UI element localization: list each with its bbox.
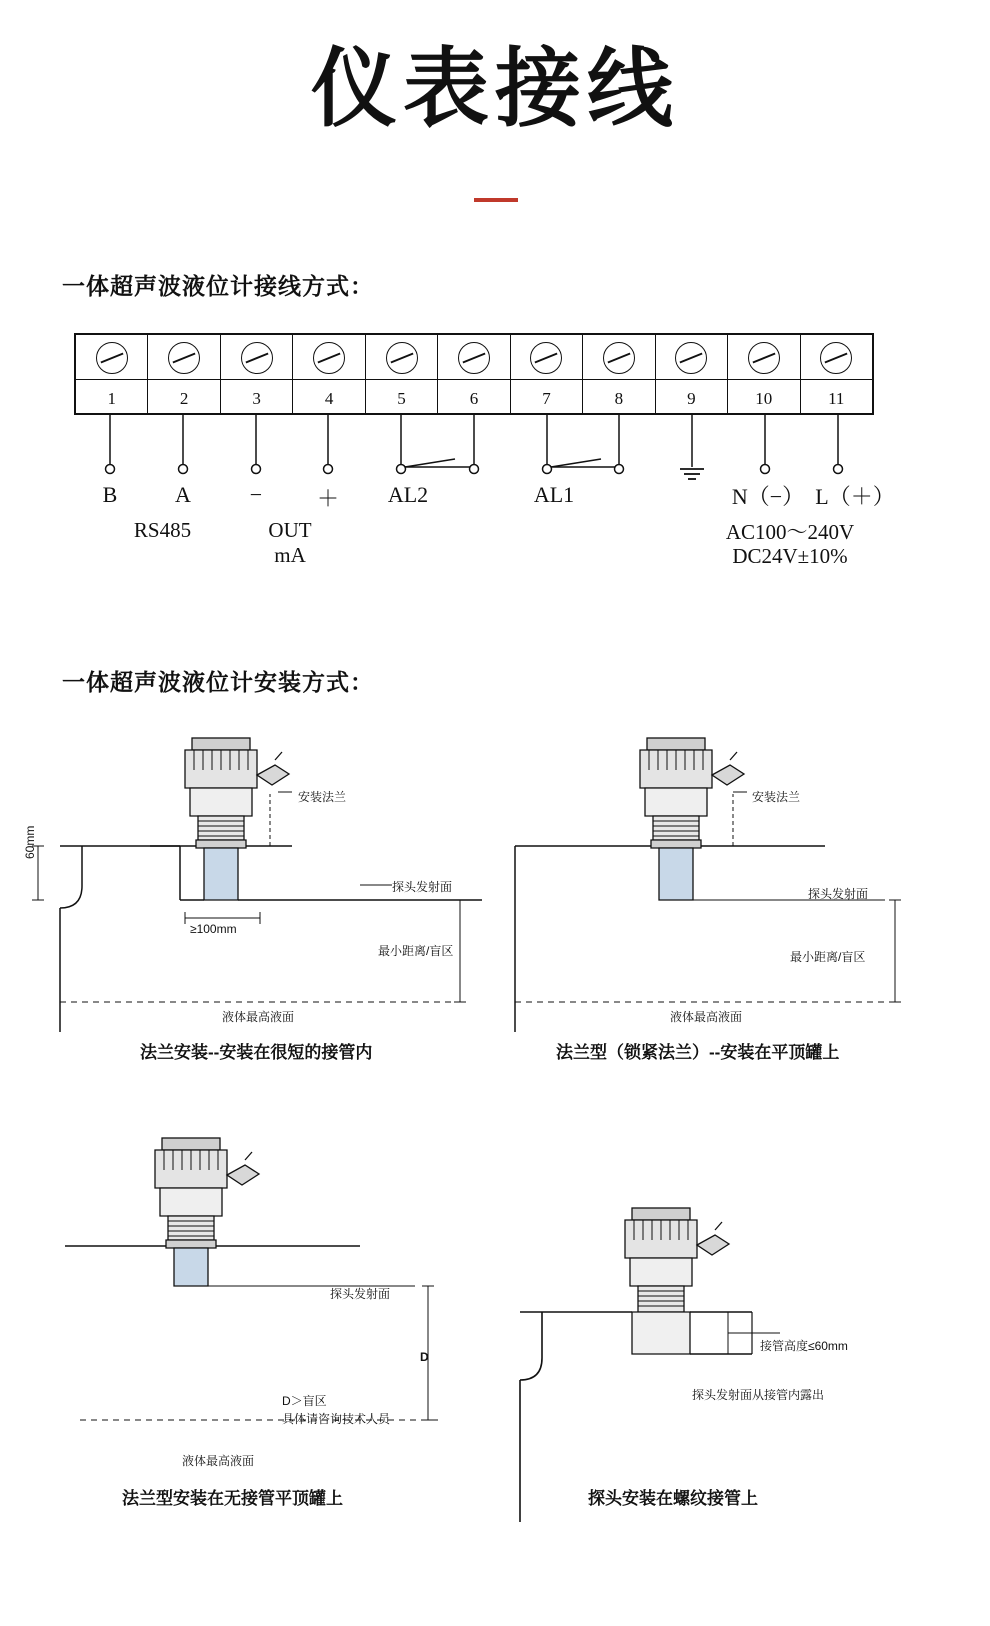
screw-icon <box>96 342 128 374</box>
fig1-probe-face-label: 探头发射面 <box>392 880 453 894</box>
title-underline-rule <box>474 198 518 202</box>
terminal-label-neutral: N（−） <box>731 484 805 509</box>
terminal-number: 7 <box>542 389 551 408</box>
sub-label-ma: mA <box>274 543 306 567</box>
screw-icon <box>603 342 635 374</box>
terminal-label-b: B <box>102 482 118 507</box>
fig3-probe-face-label: 探头发射面 <box>330 1287 391 1301</box>
divider <box>148 379 219 380</box>
figure-3-caption: 法兰型安装在无接管平顶罐上 <box>122 1489 343 1508</box>
fig2-probe-face-label: 探头发射面 <box>808 887 869 901</box>
figure-2-caption: 法兰型（锁紧法兰）--安装在平顶罐上 <box>556 1043 840 1062</box>
terminal-number: 10 <box>755 389 773 408</box>
fig1-height-dimension: 60mm <box>23 825 37 859</box>
figure-1-caption: 法兰安装--安装在很短的接管内 <box>140 1043 373 1062</box>
divider <box>511 379 582 380</box>
divider <box>293 379 364 380</box>
wiring-section-heading: 一体超声波液位计接线方式： <box>62 273 374 299</box>
screw-icon <box>458 342 490 374</box>
terminal-number: 3 <box>252 389 261 408</box>
fig2-flange-label: 安装法兰 <box>752 790 801 804</box>
terminal-number: 4 <box>324 389 334 408</box>
figure-4-threaded-nozzle <box>480 1190 950 1530</box>
terminal-number: 8 <box>614 389 624 408</box>
terminal-label-minus: − <box>249 482 263 507</box>
fig3-liquid-level-label: 液体最高液面 <box>182 1454 255 1468</box>
terminal-number: 11 <box>828 389 845 408</box>
fig2-min-distance-label: 最小距离/盲区 <box>790 950 866 964</box>
terminal-3 <box>221 335 293 413</box>
terminal-1 <box>76 335 148 413</box>
fig3-blind-zone-note: D＞盲区 <box>282 1394 327 1408</box>
divider <box>656 379 727 380</box>
fig1-min-distance-label: 最小距离/盲区 <box>378 944 454 958</box>
terminal-number: 5 <box>397 389 406 408</box>
fig1-flange-label: 安装法兰 <box>298 790 347 804</box>
terminal-number: 1 <box>107 389 116 408</box>
divider <box>583 379 654 380</box>
sub-label-dc-range: DC24V±10% <box>732 544 848 568</box>
divider <box>438 379 509 380</box>
screw-icon <box>530 342 562 374</box>
divider <box>801 379 872 380</box>
terminal-2 <box>148 335 220 413</box>
terminal-7 <box>511 335 583 413</box>
sub-label-ac-range: AC100〜240V <box>725 520 855 544</box>
divider <box>221 379 292 380</box>
divider <box>728 379 799 380</box>
terminal-6 <box>438 335 510 413</box>
fig1-diameter-dimension: ≥100mm <box>190 922 237 936</box>
terminal-number: 2 <box>179 389 189 408</box>
terminal-label-a: A <box>175 482 191 507</box>
fig4-probe-note: 探头发射面从接管内露出 <box>692 1388 825 1402</box>
terminal-label-al1: AL1 <box>533 482 575 507</box>
screw-icon <box>313 342 345 374</box>
screw-icon <box>820 342 852 374</box>
screw-icon <box>168 342 200 374</box>
terminal-4 <box>293 335 365 413</box>
fig1-liquid-level-label: 液体最高液面 <box>222 1010 295 1024</box>
figure-4-caption: 探头安装在螺纹接管上 <box>588 1489 758 1508</box>
terminal-block <box>74 333 874 415</box>
figure-2-locking-flange-flat-tank <box>495 720 965 1040</box>
screw-icon <box>748 342 780 374</box>
divider <box>366 379 437 380</box>
terminal-11 <box>801 335 872 413</box>
figure-3-flange-no-nozzle <box>20 1120 490 1460</box>
sub-label-rs485: RS485 <box>133 518 192 542</box>
screw-icon <box>386 342 418 374</box>
installation-section-heading: 一体超声波液位计安装方式： <box>62 669 374 695</box>
terminal-5 <box>366 335 438 413</box>
terminal-number: 9 <box>687 389 696 408</box>
terminal-number: 6 <box>469 389 479 408</box>
terminal-8 <box>583 335 655 413</box>
terminal-label-line: L（＋） <box>815 484 895 509</box>
screw-icon <box>241 342 273 374</box>
terminal-label-plus: ＋ <box>316 486 339 511</box>
fig4-nozzle-height-label: 接管高度≤60mm <box>760 1339 848 1353</box>
sub-label-out: OUT <box>268 518 312 542</box>
fig2-liquid-level-label: 液体最高液面 <box>670 1010 743 1024</box>
fig3-consult-note: 具体请咨询技术人员 <box>282 1412 391 1426</box>
divider <box>76 379 147 380</box>
terminal-label-al2: AL2 <box>387 482 429 507</box>
screw-icon <box>675 342 707 374</box>
fig3-dimension-d: D <box>420 1350 429 1364</box>
terminal-9 <box>656 335 728 413</box>
terminal-wiring-lines <box>74 415 874 485</box>
terminal-10 <box>728 335 800 413</box>
page-title: 仪表接线 <box>311 41 679 137</box>
